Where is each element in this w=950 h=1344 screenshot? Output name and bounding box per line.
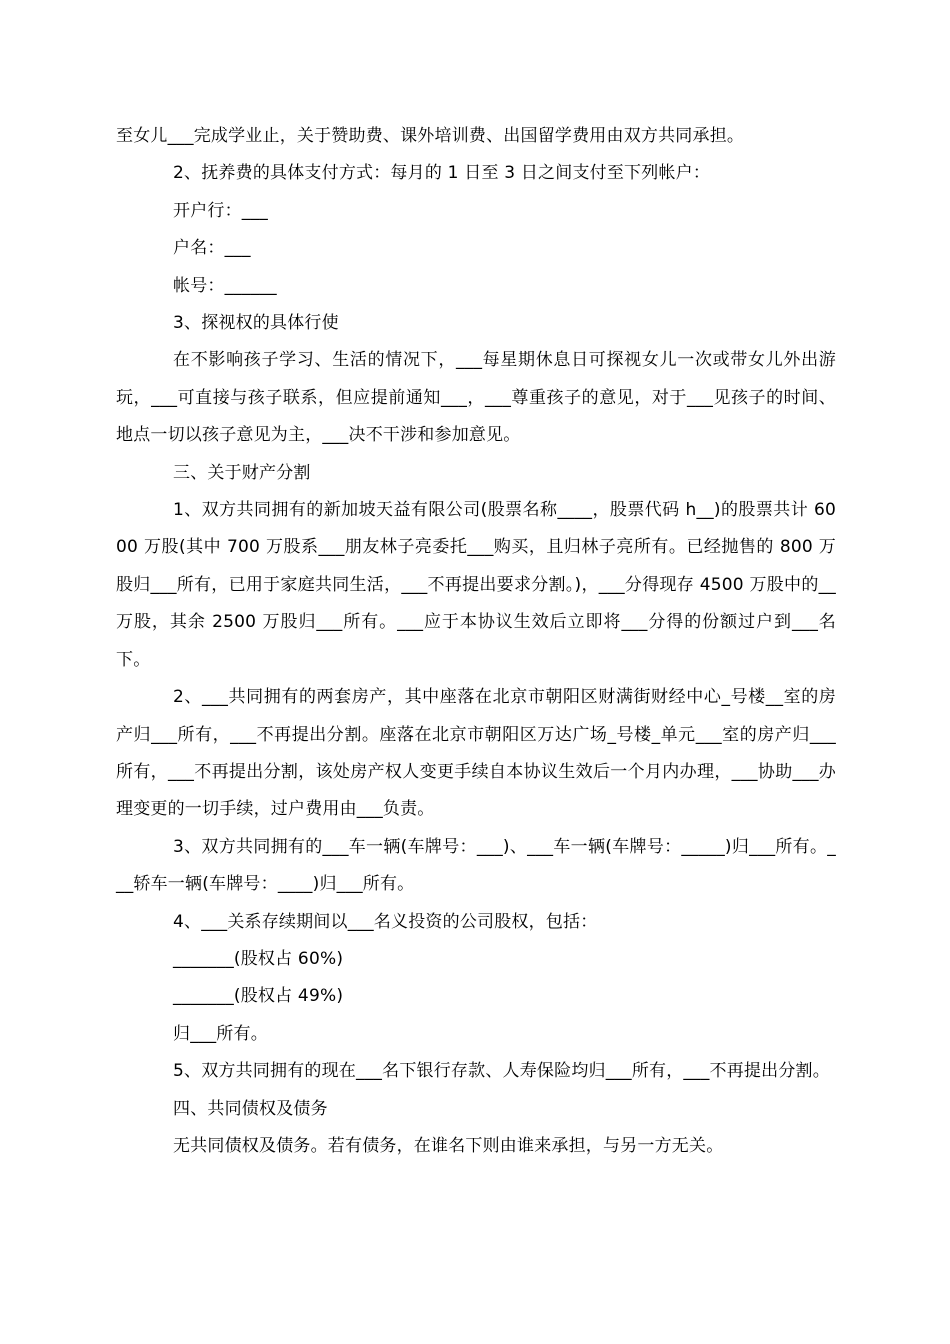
paragraph: 在不影响孩子学习、生活的情况下，___每星期休息日可探视女儿一次或带女儿外出游玩，___可直接与孩子联系，但应提前通知___，___尊重孩子的意见，对于___见孩子的时间、地点一切以孩子意见为主，___决不干涉和参加意见。 xyxy=(116,350,836,446)
paragraph: 归___所有。 xyxy=(173,1023,268,1044)
bank-name-line: 开户行：___ xyxy=(173,200,268,221)
equity-line: _______(股权占 49%) xyxy=(173,986,344,1007)
document-body xyxy=(116,118,836,1165)
paragraph: 无共同债权及债务。若有债务，在谁名下则由谁来承担，与另一方无关。 xyxy=(173,1135,724,1156)
equity-line: _______(股权占 60%) xyxy=(173,948,344,969)
section-heading: 三、关于财产分割 xyxy=(173,462,311,483)
paragraph: 1、双方共同拥有的新加坡天益有限公司(股票名称____，股票代码 h__)的股票共计 6000 万股(其中 700 万股系___朋友林子亮委托___购买，且归林子亮所有。已经抛售的 800 万股归___所有，已用于家庭共同生活，___不再提出要求分割。)，___分得现存 4500 万股中的__万股，其余 2500 万股归___所有。___应于本协议生效后立即将___分得的份额过户到___名下。 xyxy=(116,500,836,670)
paragraph: 2、抚养费的具体支付方式：每月的 1 日至 3 日之间支付至下列帐户： xyxy=(173,163,711,184)
paragraph: 至女儿___完成学业止，关于赞助费、课外培训费、出国留学费用由双方共同承担。 xyxy=(116,126,745,146)
paragraph: 2、___共同拥有的两套房产，其中座落在北京市朝阳区财满街财经中心_号楼__室的房产归___所有，___不再提出分割。座落在北京市朝阳区万达广场_号楼_单元___室的房产归___所有，___不再提出分割，该处房产权人变更手续自本协议生效后一个月内办理，___协助___办理变更的一切手续，过户费用由___负责。 xyxy=(116,687,836,820)
account-number-line: 帐号：______ xyxy=(173,275,277,296)
section-heading: 3、探视权的具体行使 xyxy=(173,313,339,334)
paragraph: 4、___关系存续期间以___名义投资的公司股权，包括： xyxy=(173,911,598,932)
account-name-line: 户名：___ xyxy=(173,238,251,259)
paragraph: 5、双方共同拥有的现在___名下银行存款、人寿保险均归___所有，___不再提出分割。 xyxy=(173,1061,830,1082)
section-heading: 四、共同债权及债务 xyxy=(173,1098,328,1119)
paragraph: 3、双方共同拥有的___车一辆(车牌号：___)、___车一辆(车牌号：_____)归___所有。___轿车一辆(车牌号：____)归___所有。 xyxy=(116,836,836,895)
